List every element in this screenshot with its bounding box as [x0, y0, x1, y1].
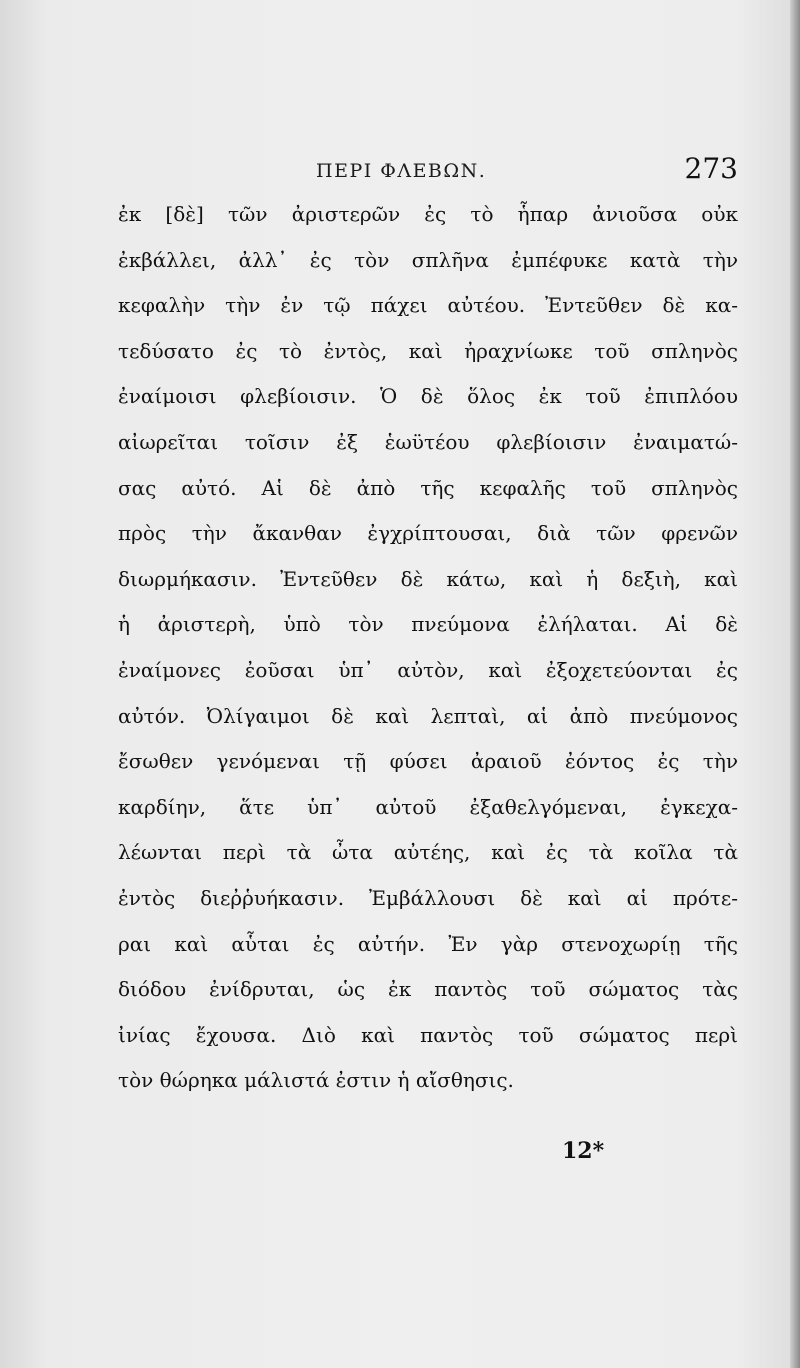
page-number: 273	[684, 152, 738, 185]
text-line: καρδίην, ἅτε ὑπ᾽ αὐτοῦ ἐξαθελγόμεναι, ἐγκεχα-	[118, 794, 738, 819]
text-line: ἐκ [δὲ] τῶν ἀριστερῶν ἐς τὸ ἧπαρ ἀνιοῦσα οὐκ	[118, 202, 738, 226]
text-line: κεφαλὴν τὴν ἐν τῷ πάχει αὐτέου. Ἐντεῦθεν δὲ κα-	[118, 293, 738, 318]
text-line: ραι καὶ αὗται ἐς αὐτήν. Ἐν γὰρ στενοχωρίῃ τῆς	[118, 931, 738, 956]
text-line: διωρμήκασιν. Ἐντεῦθεν δὲ κάτω, καὶ ἡ δεξιὴ, καὶ	[118, 566, 738, 591]
text-line: τὸν θώρηκα μάλιστά ἐστιν ἡ αἴσθησις.	[118, 1068, 514, 1093]
signature-mark: 12*	[562, 1138, 605, 1164]
text-line: αὐτόν. Ὀλίγαιμοι δὲ καὶ λεπταὶ, αἱ ἀπὸ πνεύμονος	[118, 703, 738, 728]
text-line: ἰνίας ἔχουσα. Διὸ καὶ παντὸς τοῦ σώματος περὶ	[118, 1022, 738, 1047]
text-line: διόδου ἐνίδρυται, ὡς ἐκ παντὸς τοῦ σώματος τὰς	[118, 977, 738, 1002]
body-text	[118, 192, 738, 1104]
text-line: σας αὐτό. Αἱ δὲ ἀπὸ τῆς κεφαλῆς τοῦ σπληνὸς	[118, 475, 738, 500]
text-line: ἡ ἀριστερὴ, ὑπὸ τὸν πνεύμονα ἐλήλαται. Αἱ δὲ	[118, 612, 738, 637]
text-line: αἰωρεῖται τοῖσιν ἐξ ἑωϋτέου φλεβίοισιν ἐναιματώ-	[118, 429, 738, 454]
text-line: ἐντὸς διεῤῥυήκασιν. Ἐμβάλλουσι δὲ καὶ αἱ πρότε-	[118, 885, 738, 910]
text-line: τεδύσατο ἐς τὸ ἐντὸς, καὶ ἠραχνίωκε τοῦ σπληνὸς	[118, 338, 738, 363]
page-edge-shadow	[790, 0, 800, 1368]
text-line: πρὸς τὴν ἄκανθαν ἐγχρίπτουσαι, διὰ τῶν φρενῶν	[118, 521, 738, 546]
running-title: ΠΕΡΙ ΦΛΕΒΩΝ.	[316, 160, 487, 182]
text-line: ἐναίμονες ἐοῦσαι ὑπ᾽ αὐτὸν, καὶ ἐξοχετεύονται ἐς	[118, 657, 738, 682]
text-line: ἐναίμοισι φλεβίοισιν. Ὁ δὲ ὅλος ἐκ τοῦ ἐπιπλόου	[118, 384, 738, 409]
text-line: ἐκβάλλει, ἀλλ᾽ ἐς τὸν σπλῆνα ἐμπέφυκε κατὰ τὴν	[118, 247, 738, 272]
text-line: λέωνται περὶ τὰ ὦτα αὐτέης, καὶ ἐς τὰ κοῖλα τὰ	[118, 840, 738, 865]
text-line: ἔσωθεν γενόμεναι τῇ φύσει ἀραιοῦ ἐόντος ἐς τὴν	[118, 749, 738, 774]
page-header	[118, 152, 738, 192]
